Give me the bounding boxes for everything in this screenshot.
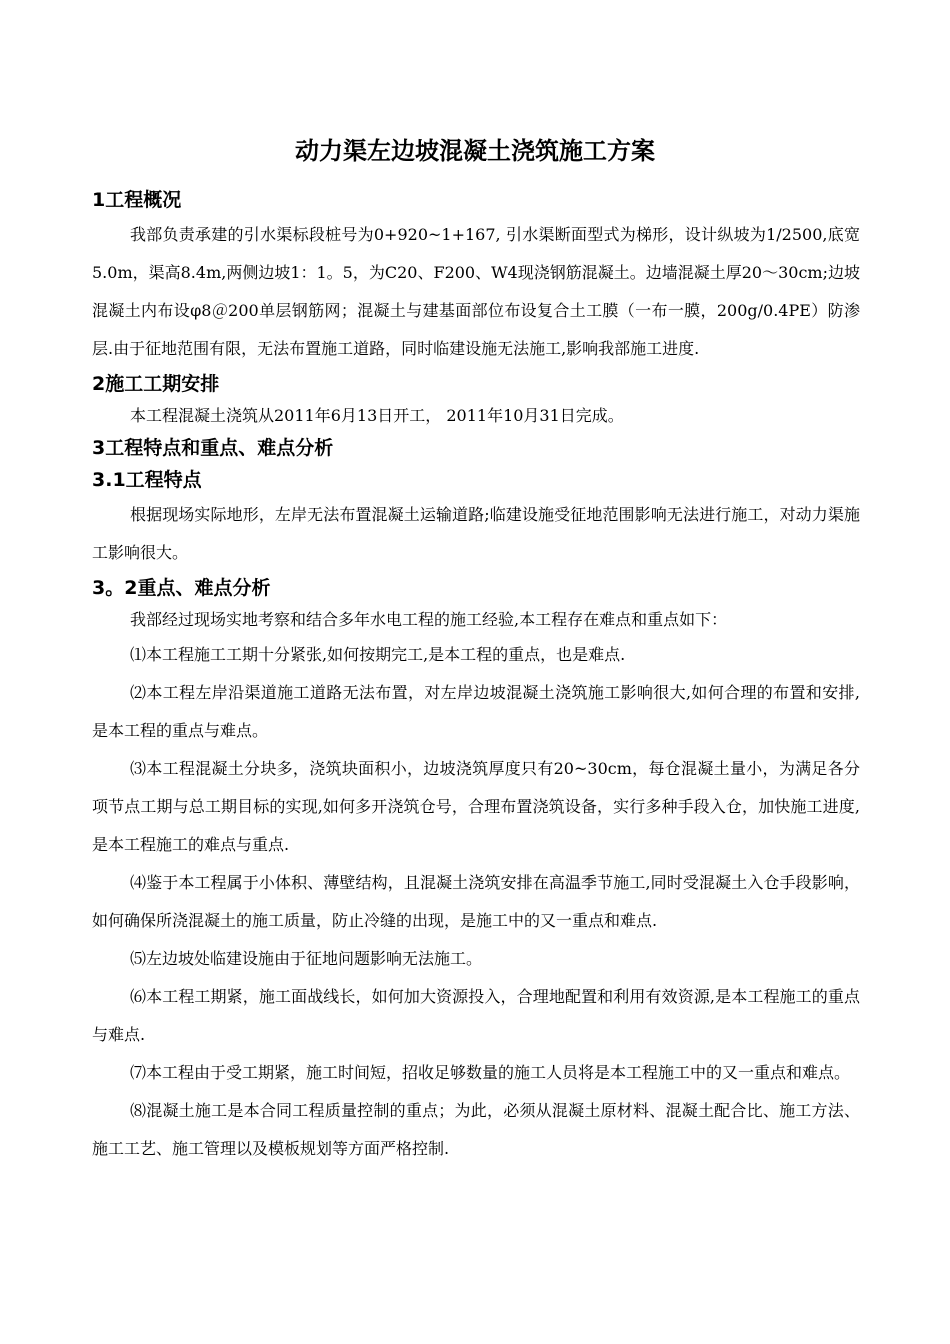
- section-heading-key-points: 3。2重点、难点分析: [92, 577, 271, 599]
- features-paragraph: 根据现场实际地形，左岸无法布置混凝土运输道路;临建设施受征地范围影响无法进行施工，对动力渠施工影响很大。: [92, 505, 860, 562]
- section-heading-overview: 1工程概况: [92, 189, 182, 211]
- key-point-item-6: ⑹本工程工期紧，施工面战线长，如何加大资源投入，合理地配置和利用有效资源,是本工程施工的重点与难点.: [92, 987, 860, 1044]
- document-body: [92, 184, 860, 1168]
- key-point-item-4: ⑷鉴于本工程属于小体积、薄壁结构，且混凝土浇筑安排在高温季节施工,同时受混凝土入仓手段影响，如何确保所浇混凝土的施工质量，防止冷缝的出现，是施工中的又一重点和难点.: [92, 873, 860, 930]
- key-point-item-5: ⑸左边坡处临建设施由于征地问题影响无法施工。: [130, 949, 483, 968]
- section-heading-schedule: 2施工工期安排: [92, 373, 220, 395]
- document-title: 动力渠左边坡混凝土浇筑施工方案: [295, 137, 655, 165]
- section-heading-features: 3.1工程特点: [92, 469, 202, 491]
- key-point-item-3: ⑶本工程混凝土分块多，浇筑块面积小，边坡浇筑厚度只有20~30cm，每仓混凝土量小，为满足各分项节点工期与总工期目标的实现,如何多开浇筑仓号，合理布置浇筑设备，实行多种手段入仓，加快施工进度,是本工程施工的难点与重点.: [92, 759, 860, 854]
- key-points-intro: 我部经过现场实地考察和结合多年水电工程的施工经验,本工程存在难点和重点如下：: [130, 610, 728, 629]
- key-point-item-8: ⑻混凝土施工是本合同工程质量控制的重点；为此，必须从混凝土原材料、混凝土配合比、施工方法、施工工艺、施工管理以及模板规划等方面严格控制.: [92, 1101, 860, 1158]
- section-heading-analysis: 3工程特点和重点、难点分析: [92, 437, 334, 459]
- schedule-paragraph: 本工程混凝土浇筑从2011年6月13日开工， 2011年10月31日完成。: [130, 406, 624, 425]
- key-point-item-7: ⑺本工程由于受工期紧，施工时间短，招收足够数量的施工人员将是本工程施工中的又一重点和难点。: [130, 1063, 851, 1082]
- key-point-item-2: ⑵本工程左岸沿渠道施工道路无法布置，对左岸边坡混凝土浇筑施工影响很大,如何合理的布置和安排,是本工程的重点与难点。: [92, 683, 860, 740]
- key-point-item-1: ⑴本工程施工工期十分紧张,如何按期完工,是本工程的重点，也是难点.: [130, 645, 626, 664]
- overview-paragraph: 我部负责承建的引水渠标段桩号为0+920~1+167, 引水渠断面型式为梯形，设计纵坡为1/2500,底宽5.0m，渠高8.4m,两侧边坡1：1。5，为C20、F200、W4现浇钢筋混凝土。边墙混凝土厚20～30cm;边坡混凝土内布设φ8＠200单层钢筋网；混凝土与建基面部位布设复合土工膜（一布一膜，200g/0.4PE）防渗层.由于征地范围有限，无法布置施工道路，同时临建设施无法施工,影响我部施工进度.: [92, 225, 860, 358]
